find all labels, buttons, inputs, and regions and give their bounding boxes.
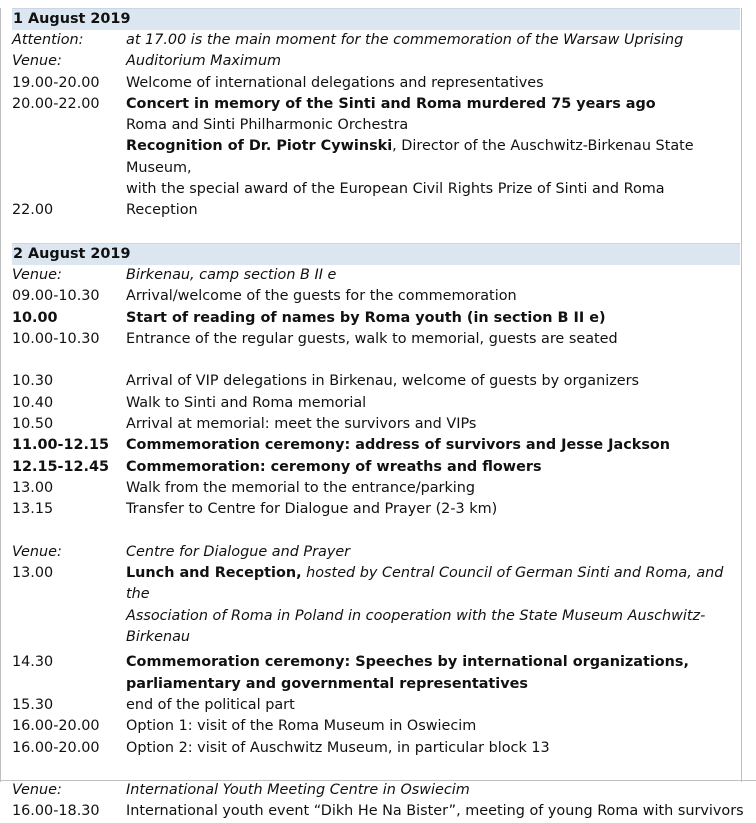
schedule-text: Welcome of international delegations and representatives <box>126 74 544 91</box>
recognition-row <box>12 136 740 179</box>
schedule-text: Arrival of VIP delegations in Birkenau, welcome of guests by organizers <box>126 373 640 390</box>
bottom-border <box>0 780 756 781</box>
venue-text: Centre for Dialogue and Prayer <box>126 543 351 560</box>
schedule-time: 16.00-20.00 <box>12 739 100 756</box>
spacer <box>12 350 740 371</box>
schedule-row <box>12 414 740 435</box>
venue-row <box>12 542 740 563</box>
venue-text: Auditorium Maximum <box>126 53 282 70</box>
schedule-row <box>12 435 740 456</box>
schedule-time: 09.00-10.30 <box>12 288 100 305</box>
schedule-text: Option 2: visit of Auschwitz Museum, in particular block 13 <box>126 739 550 756</box>
schedule-time: 20.00-22.00 <box>12 95 100 112</box>
schedule-time: 11.00-12.15 <box>12 437 110 454</box>
ceremony-line2: parliamentary and governmental representatives <box>126 675 528 692</box>
schedule-time: 16.00-20.00 <box>12 718 100 735</box>
schedule-text: Arrival at memorial: meet the survivors and VIPs <box>126 416 477 433</box>
venue-label: Venue: <box>12 53 62 70</box>
venue-row <box>12 780 740 801</box>
schedule-text: Commemoration ceremony: address of survivors and Jesse Jackson <box>126 437 671 454</box>
schedule-time: 13.15 <box>12 501 54 518</box>
table-left-border <box>0 8 1 782</box>
ceremony-line1: Commemoration ceremony: Speeches by international organizations, <box>126 654 689 671</box>
recognition-rest: , Director of the Auschwitz-Birkenau State Museum, <box>126 138 694 176</box>
schedule-text: Commemoration: ceremony of wreaths and flowers <box>126 458 542 475</box>
lunch-italic-3: Birkenau <box>126 629 191 646</box>
venue-row <box>12 51 740 72</box>
spacer <box>12 521 740 542</box>
schedule-row <box>12 738 740 759</box>
lunch-row-2 <box>12 606 740 627</box>
lunch-row <box>12 563 740 606</box>
attention-row <box>12 30 740 51</box>
schedule-row <box>12 716 740 737</box>
schedule-row <box>12 371 740 392</box>
recognition-bold: Recognition of Dr. Piotr Cywinski <box>126 138 393 155</box>
lunch-italic: hosted by Central Council of German Sinti and Roma, and the <box>126 565 724 603</box>
recognition-row-2 <box>12 179 740 200</box>
schedule-text: end of the political part <box>126 696 295 713</box>
spacer <box>12 222 740 243</box>
schedule-row <box>12 94 740 115</box>
venue-row <box>12 265 740 286</box>
attention-label: Attention: <box>12 32 84 48</box>
schedule-row <box>12 308 740 329</box>
reception-row <box>12 200 740 221</box>
ceremony-time: 14.30 <box>12 654 54 671</box>
schedule-row <box>12 286 740 307</box>
schedule-text: Start of reading of names by Roma youth (in section B II e) <box>126 309 606 326</box>
youth-time: 16.00-18.30 <box>12 803 100 820</box>
schedule-time: 10.00 <box>12 309 58 326</box>
schedule-time: 10.00-10.30 <box>12 330 100 347</box>
youth-event-row <box>12 801 744 822</box>
schedule-time <box>12 115 126 136</box>
schedule-time: 10.50 <box>12 416 54 433</box>
schedule-time: 19.00-20.00 <box>12 74 100 91</box>
attention-text: at 17.00 is the main moment for the commemoration of the Warsaw Uprising <box>126 32 684 48</box>
spacer <box>12 759 740 780</box>
lunch-bold: Lunch and Reception, <box>126 565 302 582</box>
schedule-time: 15.30 <box>12 696 54 713</box>
lunch-row-3 <box>12 627 740 648</box>
reception-time: 22.00 <box>12 202 54 219</box>
schedule-row <box>12 73 740 94</box>
reception-text: Reception <box>126 202 198 219</box>
recognition-line2: with the special award of the European Civil Rights Prize of Sinti and Roma <box>126 181 665 198</box>
schedule-row <box>12 457 740 478</box>
schedule-text: Walk from the memorial to the entrance/parking <box>126 479 476 496</box>
ceremony-row-2 <box>12 674 740 695</box>
schedule-text: Transfer to Centre for Dialogue and Prayer (2-3 km) <box>126 501 498 518</box>
schedule-row <box>12 478 740 499</box>
lunch-time: 13.00 <box>12 565 54 582</box>
schedule-text: Option 1: visit of the Roma Museum in Oswiecim <box>126 718 477 735</box>
schedule-time: 10.40 <box>12 394 54 411</box>
schedule-row <box>12 115 740 136</box>
schedule-row <box>12 329 740 350</box>
schedule-text: Concert in memory of the Sinti and Roma murdered 75 years ago <box>126 95 656 112</box>
day-header-1: 1 August 2019 <box>12 8 740 30</box>
programme-table <box>12 8 744 823</box>
ceremony-row <box>12 652 740 673</box>
youth-text: International youth event “Dikh He Na Bister”, meeting of young Roma with survivors <box>126 803 744 820</box>
venue-text: International Youth Meeting Centre in Oswiecim <box>126 782 470 799</box>
schedule-text: Arrival/welcome of the guests for the commemoration <box>126 288 517 305</box>
schedule-text: Walk to Sinti and Roma memorial <box>126 394 367 411</box>
schedule-time: 12.15-12.45 <box>12 458 110 475</box>
schedule-time: 10.30 <box>12 373 54 390</box>
schedule-time: 13.00 <box>12 479 54 496</box>
schedule-text: Entrance of the regular guests, walk to memorial, guests are seated <box>126 330 618 347</box>
table-right-border <box>741 8 742 782</box>
schedule-row <box>12 695 740 716</box>
schedule-row <box>12 499 740 520</box>
schedule-row <box>12 393 740 414</box>
venue-text: Birkenau, camp section B II e <box>126 266 337 283</box>
day-header-2: 2 August 2019 <box>12 243 740 265</box>
venue-label: Venue: <box>12 543 62 560</box>
venue-label: Venue: <box>12 782 62 799</box>
schedule-text: Roma and Sinti Philharmonic Orchestra <box>126 117 409 134</box>
lunch-italic-2: Association of Roma in Poland in cooperation with the State Museum Auschwitz- <box>126 607 706 624</box>
venue-label: Venue: <box>12 266 62 283</box>
